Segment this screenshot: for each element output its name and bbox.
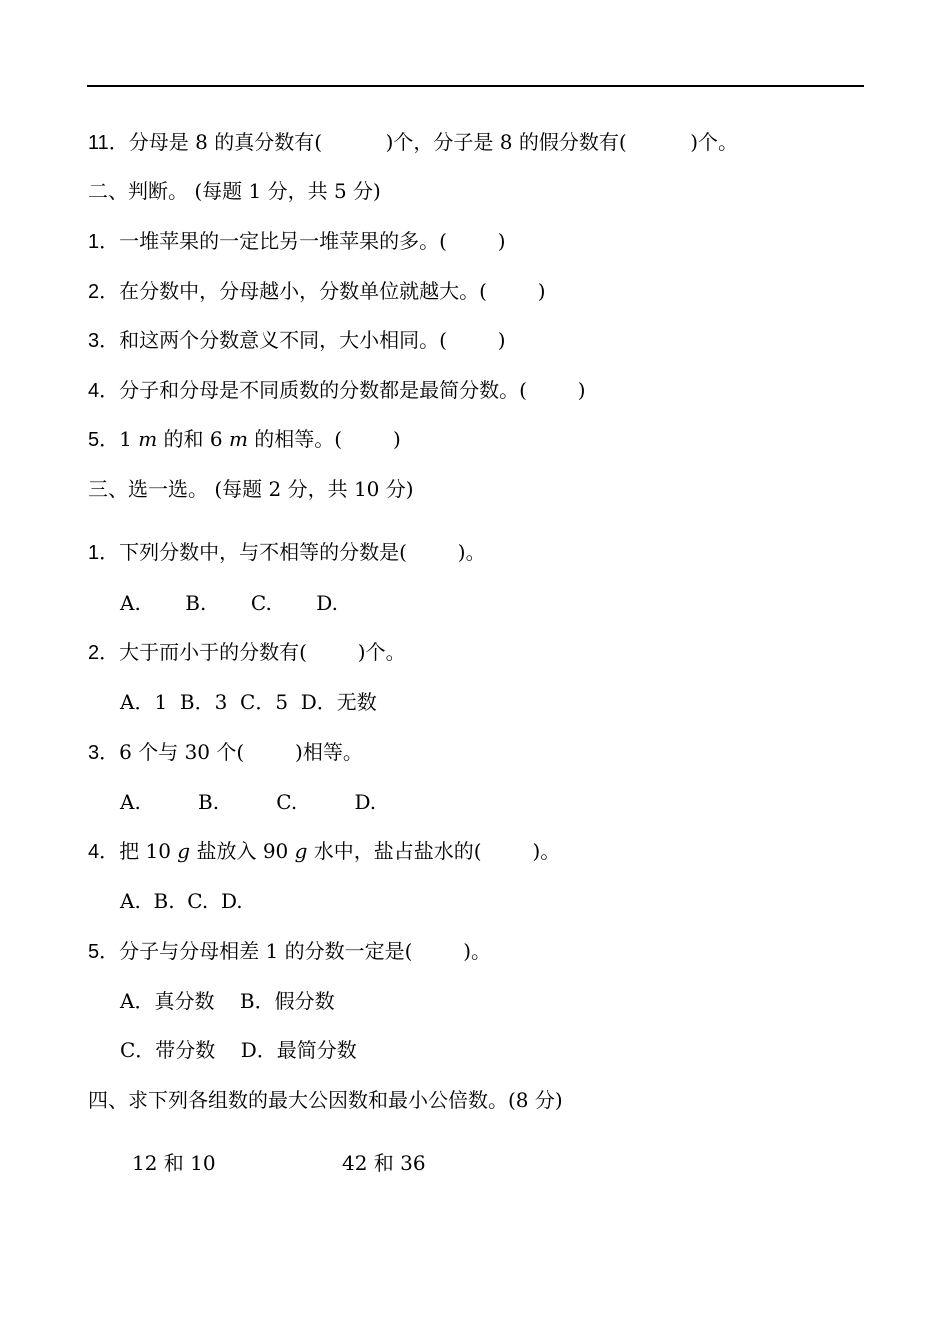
question-number: 5． [88,941,120,963]
question-number: 1． [88,542,120,564]
choice-question-2 [88,640,406,665]
unit-g: g [177,839,191,863]
question-text-b: )个，分子是 8 的假分数有( [322,130,627,154]
question-11 [88,130,738,155]
question-text-a: 分母是 8 的真分数有( [128,130,323,154]
question-text: 6 个与 30 个( )相等。 [119,740,363,764]
section-title: 三、选一选。 [88,477,208,501]
section-score: (每题 1 分，共 5 分) [188,179,381,203]
section-score: (每题 2 分，共 10 分) [208,477,414,501]
question-text: 下列分数中，与不相等的分数是( )。 [119,540,486,564]
question-text: 分子与分母相差 1 的分数一定是( )。 [119,939,492,963]
question-text-c: )个。 [626,130,739,154]
judge-item-1 [88,229,506,254]
item-number: 5． [88,429,120,451]
choice-options-5b: C．带分数 D．最简分数 [120,1038,357,1062]
question-text: 大于而小于的分数有( )个。 [119,640,406,664]
unit-m: m [228,427,248,451]
choice-options-3: A. B. C. D. [120,790,377,814]
judge-item-2 [88,279,546,304]
item-number: 1． [88,231,120,253]
choice-question-3 [88,740,363,765]
question-number: 11． [88,132,129,154]
item-text: 一堆苹果的一定比另一堆苹果的多。( ) [119,229,506,253]
question-text-post: 水中，盐占盐水的( )。 [307,839,561,863]
question-number: 3． [88,742,120,764]
choice-question-5 [88,939,491,964]
section-title: 二、判断。 [88,179,188,203]
question-text-pre: 把 10 [119,839,178,863]
item-text-mid: 的和 6 [157,427,229,451]
item-text-post: 的相等。( ) [247,427,401,451]
number-pair-1: 12 和 10 [132,1151,216,1175]
choice-question-1 [88,540,486,565]
item-number: 4． [88,380,120,402]
number-pair-2: 42 和 36 [342,1151,426,1175]
question-number: 4． [88,841,120,863]
header-rule [87,85,864,87]
item-text: 在分数中，分母越小，分数单位就越大。( ) [119,279,546,303]
item-number: 3． [88,330,120,352]
unit-g: g [294,839,308,863]
section-3-heading [88,477,414,501]
section-4-heading: 四、求下列各组数的最大公因数和最小公倍数。(8 分) [88,1088,563,1112]
question-number: 2． [88,642,120,664]
judge-item-3 [88,328,506,353]
item-text-pre: 1 [119,427,139,451]
question-text-mid: 盐放入 90 [190,839,295,863]
item-text: 分子和分母是不同质数的分数都是最简分数。( ) [119,378,586,402]
item-number: 2． [88,281,120,303]
judge-item-5 [88,427,401,452]
choice-question-4 [88,839,560,864]
choice-options-4: A. B. C. D. [120,889,243,913]
unit-m: m [138,427,158,451]
choice-options-1: A. B. C. D. [120,591,338,615]
choice-options-2: A．1 B．3 C．5 D．无数 [120,690,377,714]
item-text: 和这两个分数意义不同，大小相同。( ) [119,328,506,352]
choice-options-5a: A．真分数 B．假分数 [120,989,335,1013]
section-2-heading [88,179,381,203]
judge-item-4 [88,378,586,403]
